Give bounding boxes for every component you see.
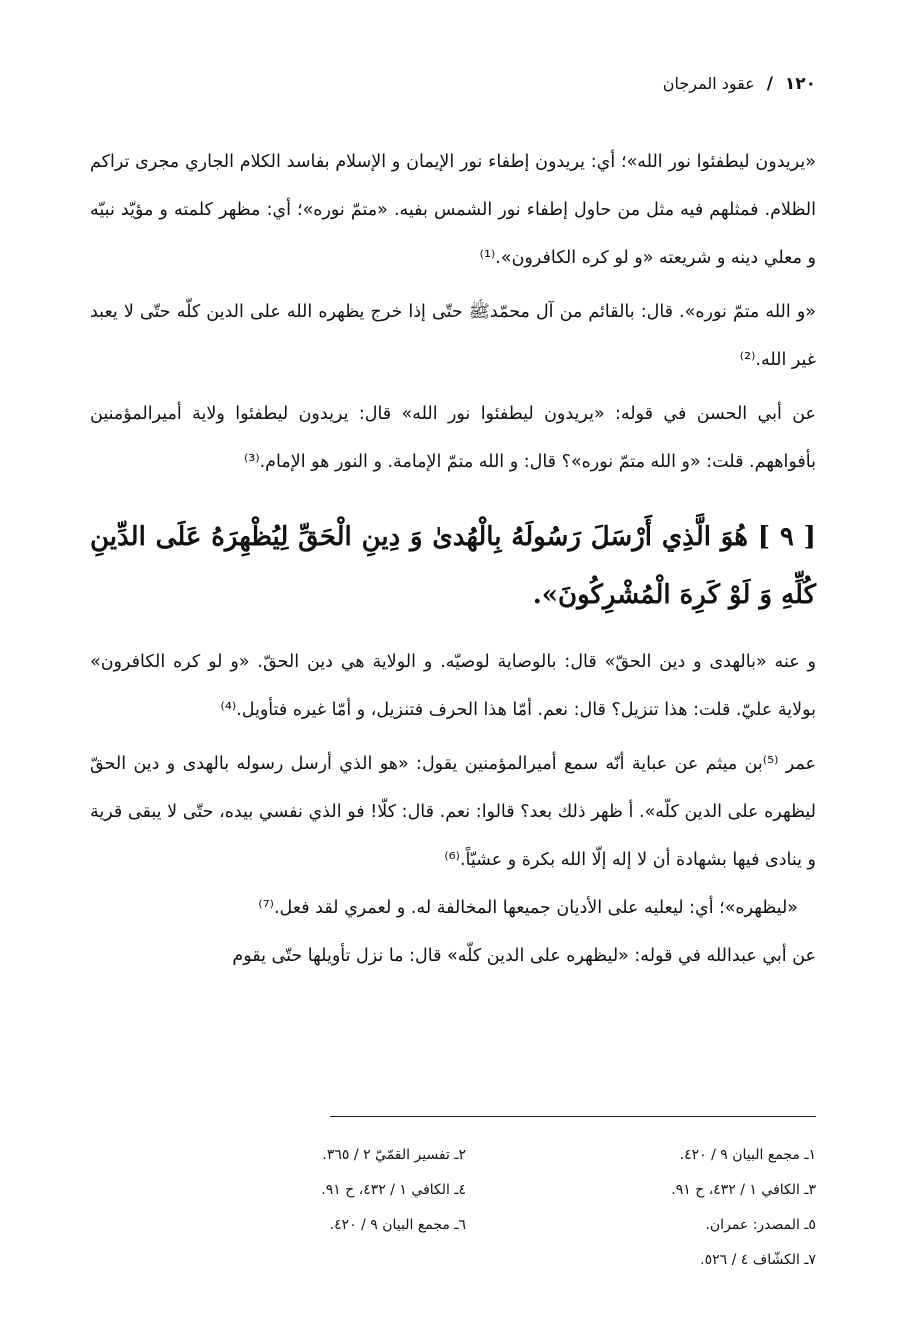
- quran-verse: [ ٩ ] هُوَ الَّذِي أَرْسَلَ رَسُولَهُ بِالْهُدىٰ وَ دِينِ الْحَقِّ لِيُظْهِرَهُ عَلَى الدِّينِ كُلِّهِ وَ لَوْ كَرِهَ الْمُشْرِكُونَ».: [90, 522, 816, 610]
- footnote-divider: [330, 1116, 816, 1117]
- paragraph-2: «و الله متمّ نوره». قال: بالقائم من آل محمّدﷺ حتّى إذا خرج يظهره الله على الدين كلّه حتّى لا يعبد غير الله.⁽²⁾: [90, 302, 816, 370]
- footnote-1: ١ـ مجمع البيان ٩ / ٤٢٠.: [679, 1147, 816, 1163]
- book-title: عقود المرجان: [662, 74, 755, 93]
- footnote-empty: [216, 1243, 466, 1278]
- footnote-2: ٢ـ تفسير القمّيّ ٢ / ٣٦٥.: [322, 1147, 466, 1163]
- paragraph-5: عمر ⁽⁵⁾بن ميثم عن عباية أنّه سمع أميرالمؤمنين يقول: «هو الذي أرسل رسوله بالهدى و دين الحقّ ليظهره على الدين كلّه». أ ظهر ذلك بعد؟ قالوا: نعم. قال: كلّا! فو الذي نفسي بيده، حتّى لا يبقى قرية و ينادى فيها بشهادة أن لا إله إلّا الله بكرة و عشيّاً.⁽⁶⁾: [90, 754, 817, 870]
- paragraph-1: «يريدون ليطفئوا نور الله»؛ أي: يريدون إطفاء نور الإيمان و الإسلام بفاسد الكلام الجاري مجرى تراكم الظلام. فمثلهم فيه مثل من حاول إطفاء نور الشمس بفيه. «متمّ نوره»؛ أي: مظهر كلمته و مؤيّد نبيّه و معلي دينه و شريعته «و لو كره الكافرون».⁽¹⁾: [90, 152, 816, 268]
- footnotes: [216, 1138, 816, 1278]
- footnote-6: ٦ـ مجمع البيان ٩ / ٤٢٠.: [329, 1217, 466, 1233]
- footnote-5: ٥ـ المصدر: عمران.: [705, 1217, 816, 1233]
- header-separator: /: [766, 74, 773, 94]
- footnote-row: [216, 1208, 816, 1243]
- page-number: ١٢٠: [784, 74, 816, 94]
- paragraph-7: عن أبي عبدالله في قوله: «ليظهره على الدين كلّه» قال: ما نزل تأويلها حتّى يقوم: [232, 946, 816, 966]
- main-text: [90, 138, 816, 980]
- page-header: [663, 74, 816, 94]
- paragraph-6: «ليظهره»؛ أي: ليعليه على الأديان جميعها المخالفة له. و لعمري لقد فعل.⁽⁷⁾: [258, 898, 798, 918]
- paragraph-3: عن أبي الحسن في قوله: «يريدون ليطفئوا نور الله» قال: يريدون ليطفئوا ولاية أميرالمؤمنين بأفواههم. قلت: «و الله متمّ نوره»؟ قال: و الله متمّ الإمامة. و النور هو الإمام.⁽³⁾: [90, 404, 816, 472]
- footnote-4: ٤ـ الكافي ١ / ٤٣٢، ح ٩١.: [321, 1182, 466, 1198]
- footnote-3: ٣ـ الكافي ١ / ٤٣٢، ح ٩١.: [671, 1182, 816, 1198]
- paragraph-4: و عنه «بالهدى و دين الحقّ» قال: بالوصاية لوصيّه. و الولاية هي دين الحقّ. «و لو كره الكافرون» بولاية عليّ. قلت: هذا تنزيل؟ قال: نعم. أمّا هذا الحرف فتنزيل، و أمّا غيره فتأويل.⁽⁴⁾: [90, 652, 816, 720]
- footnote-row: [216, 1243, 816, 1278]
- footnote-row: [216, 1173, 816, 1208]
- footnote-7: ٧ـ الكشّاف ٤ / ٥٢٦.: [700, 1252, 816, 1268]
- footnote-row: [216, 1138, 816, 1173]
